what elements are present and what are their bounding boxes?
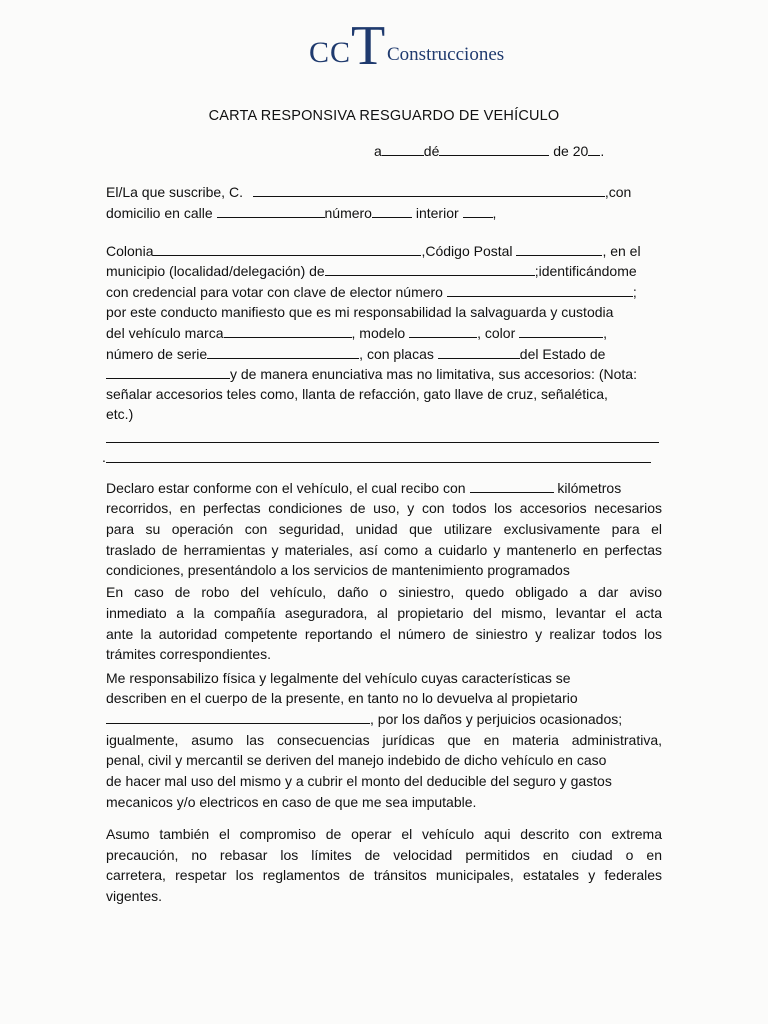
danos-label: , por los daños y perjuicios ocasionados; [370, 711, 623, 727]
p4-line-4: vigentes. [106, 888, 163, 904]
postal-label: ,Código Postal [421, 243, 513, 259]
street-blank[interactable] [217, 205, 325, 218]
logo-construcciones: Construcciones [387, 44, 505, 65]
municipio-line [106, 263, 637, 279]
km-label: kilómetros [557, 480, 622, 496]
p2-line-1: En caso de robo del vehículo, daño o siniestro, quedo obligado a dar aviso [106, 584, 662, 600]
color-label: , color [477, 325, 516, 341]
modelo-label: , modelo [351, 325, 406, 341]
interior-blank[interactable] [463, 205, 493, 218]
placas-label: , con placas [359, 346, 434, 362]
p1-line-4: traslado de herramientas y materiales, así como a cuidarlo y mantenerlo en perfectas [106, 542, 662, 558]
p3-line-5: penal, civil y mercantil se deriven del manejo indebido de dicho vehículo en caso [106, 752, 607, 768]
declaro-line [106, 480, 621, 496]
declaro-label: Declaro estar conforme con el vehículo, el cual recibo con [106, 480, 466, 496]
colonia-line [106, 243, 641, 259]
date-a: a [374, 143, 382, 159]
day-blank[interactable] [382, 143, 424, 156]
identificandome-label: ;identificándome [534, 263, 637, 279]
color-blank[interactable] [519, 325, 603, 338]
date-de2: de 20 [553, 143, 589, 159]
year-blank[interactable] [588, 143, 600, 156]
p3-line-1: Me responsabilizo física y legalmente del vehículo cuyas características se [106, 670, 571, 686]
serie-line [106, 346, 605, 362]
placas-blank[interactable] [438, 346, 520, 359]
semicolon: ; [632, 284, 637, 300]
p3-line-2: describen en el cuerpo de la presente, en tanto no lo devuelva al propietario [106, 690, 578, 706]
domicilio-line [106, 205, 496, 221]
number-blank[interactable] [372, 205, 412, 218]
colonia-blank[interactable] [153, 243, 421, 256]
conducto-line: por este conducto manifiesto que es mi responsabilidad la salvaguarda y custodia [106, 304, 614, 320]
postal-blank[interactable] [516, 243, 602, 256]
etc-line: etc.) [106, 406, 134, 422]
marca-line [106, 325, 607, 341]
suscribe-line [106, 184, 631, 200]
p4-line-1: Asumo también el compromiso de operar el vehículo aqui descrito con extrema [106, 826, 662, 842]
accesorios-label: y de manera enunciativa mas no limitativa, sus accesorios: (Nota: [230, 366, 637, 382]
p2-line-4: trámites correspondientes. [106, 646, 271, 662]
estado-label: del Estado de [519, 346, 606, 362]
logo-t: T [351, 15, 386, 77]
logo-cc: CC [309, 36, 352, 69]
en-el-label: , en el [602, 243, 641, 259]
document-title: CARTA RESPONSIVA RESGUARDO DE VEHÍCULO [208, 108, 560, 124]
comma: , [603, 325, 608, 341]
municipio-label: municipio (localidad/delegación) de [106, 263, 325, 279]
p4-line-3: carretera, respetar los reglamentos de tránsitos municipales, estatales y federales [106, 867, 662, 883]
name-blank[interactable] [253, 184, 605, 197]
p1-line-2: recorridos, en perfectas condiciones de uso, y con todos los accesorios necesarios [106, 500, 662, 516]
colonia-label: Colonia [106, 243, 154, 259]
date-end: . [600, 143, 605, 159]
p4-line-2: precaución, no rebasar los límites de velocidad permitidos en ciudad o en [106, 847, 662, 863]
serie-blank[interactable] [207, 346, 359, 359]
credencial-line [106, 284, 637, 300]
date-line [374, 143, 604, 159]
marca-blank[interactable] [224, 325, 352, 338]
p2-line-2: inmediato a la compañía aseguradora, al propietario del mismo, levantar el acta [106, 605, 662, 621]
accesorios-line [106, 366, 637, 382]
km-blank[interactable] [470, 480, 554, 493]
p1-line-5: condiciones, presentándolo a los servicios de mantenimiento programados [106, 562, 570, 578]
suscribe-label: El/La que suscribe, C. [106, 184, 243, 200]
marca-label: del vehículo marca [106, 325, 224, 341]
nota-line: señalar accesorios teles como, llanta de refacción, gato llave de cruz, señalética, [106, 386, 608, 402]
con-label: ,con [604, 184, 632, 200]
estado-blank[interactable] [106, 366, 230, 379]
p3-line-7: mecanicos y/o electricos en caso de que me sea imputable. [106, 794, 477, 810]
p3-line-6: de hacer mal uso del mismo y a cubrir el monto del deducible del seguro y gastos [106, 773, 612, 789]
accesorios-blank-1[interactable] [106, 442, 659, 443]
date-de1: dé [423, 143, 440, 159]
p1-line-3: para su operación con seguridad, unidad que utilizare exclusivamente para el [106, 521, 662, 537]
accesorios-blank-2[interactable] [106, 462, 651, 463]
interior-label: interior [415, 205, 459, 221]
modelo-blank[interactable] [409, 325, 477, 338]
numero-label: número [324, 205, 372, 221]
p3-line-4: igualmente, asumo las consecuencias jurídicas que en materia administrativa, [106, 732, 662, 748]
municipio-blank[interactable] [325, 263, 535, 276]
serie-label: número de serie [106, 346, 208, 362]
comma: , [492, 205, 497, 221]
p3-line-3 [106, 711, 622, 727]
month-blank[interactable] [439, 143, 549, 156]
domicilio-label: domicilio en calle [106, 205, 213, 221]
propietario-blank[interactable] [106, 711, 370, 724]
p2-line-3: ante la autoridad competente reportando el número de siniestro y realizar todos los [106, 626, 662, 642]
credencial-label: con credencial para votar con clave de elector número [106, 284, 443, 300]
elector-blank[interactable] [447, 284, 633, 297]
dot: . [102, 449, 106, 465]
